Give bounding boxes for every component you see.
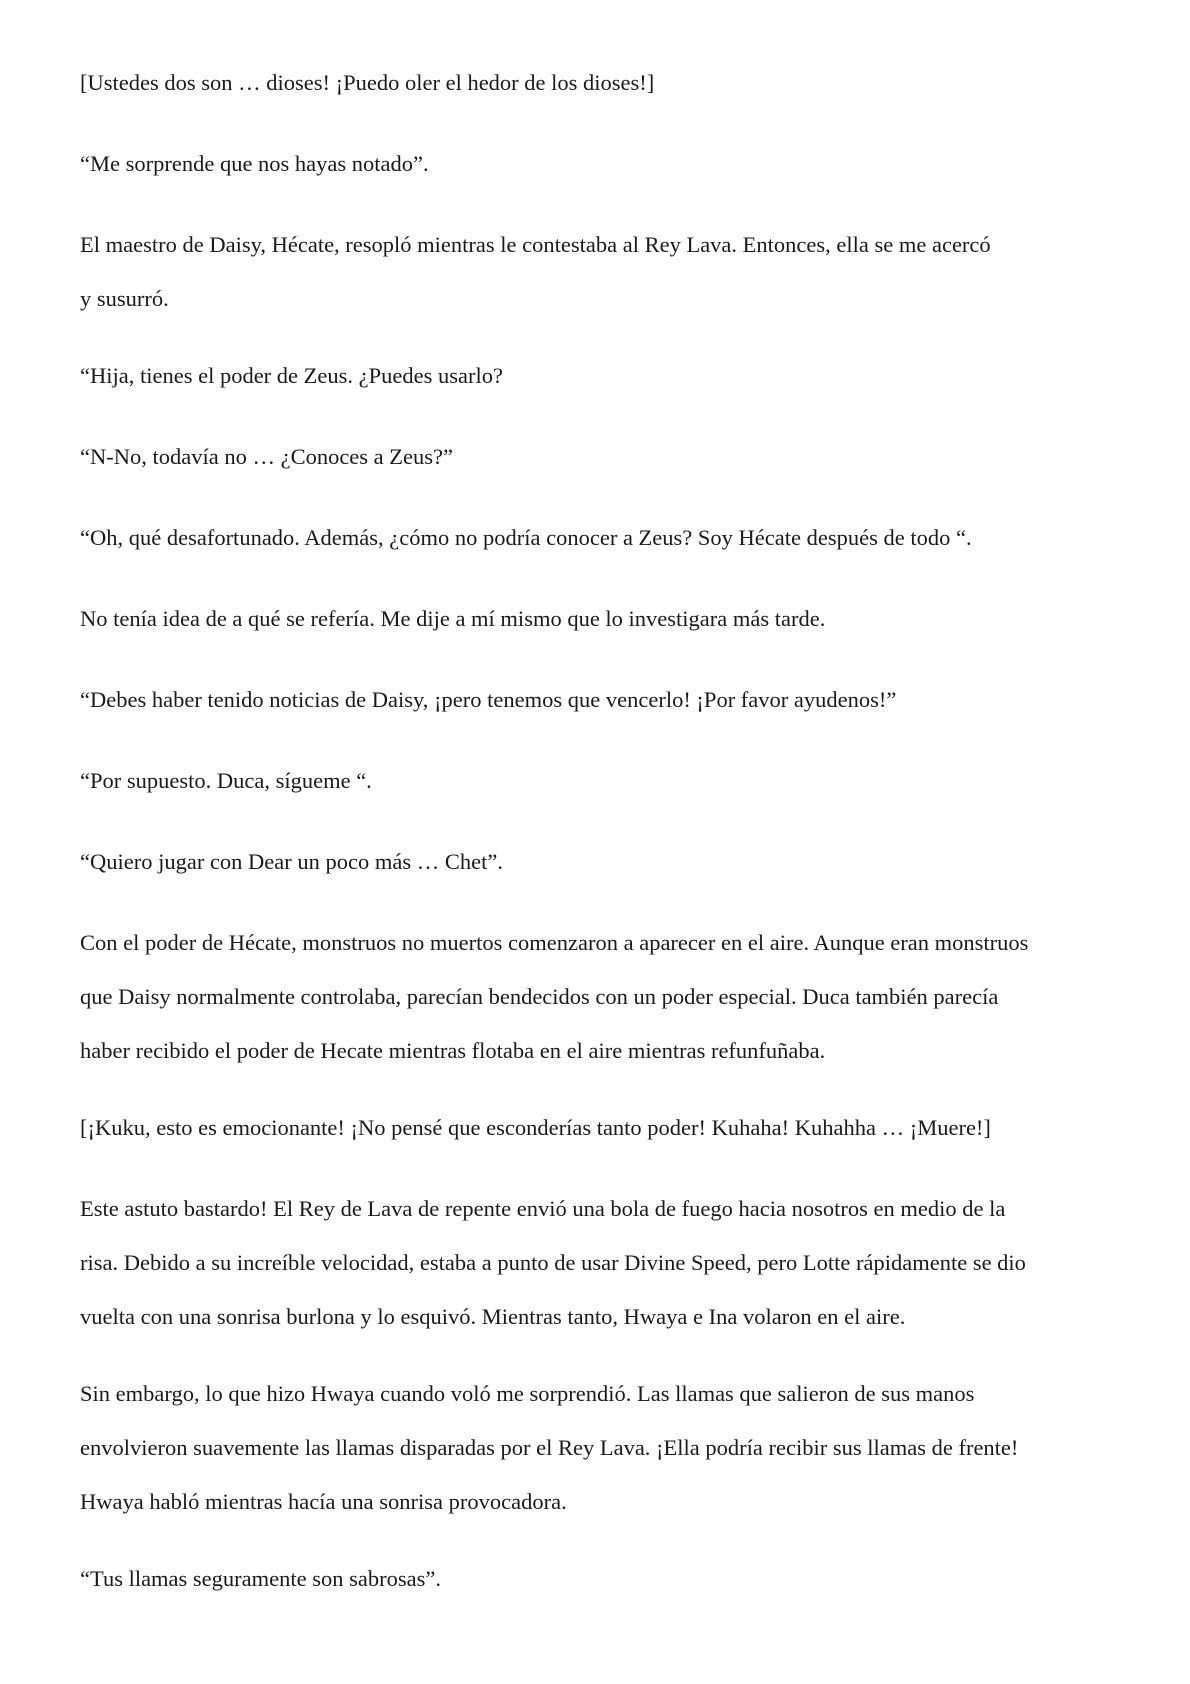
text-line: “Tus llamas seguramente son sabrosas”.	[80, 1566, 441, 1591]
text-line: haber recibido el poder de Hecate mientras flotaba en el aire mientras refunfuñaba.	[80, 1038, 826, 1063]
text-line: No tenía idea de a qué se refería. Me dije a mí mismo que lo investigara más tarde.	[80, 606, 826, 631]
text-line: Este astuto bastardo! El Rey de Lava de repente envió una bola de fuego hacia nosotros en medio de la	[80, 1196, 1006, 1221]
text-line: Sin embargo, lo que hizo Hwaya cuando voló me sorprendió. Las llamas que salieron de sus manos	[80, 1381, 975, 1406]
paragraph	[80, 1367, 1110, 1529]
paragraph	[80, 835, 1110, 889]
paragraph	[80, 56, 1110, 110]
text-line: risa. Debido a su increíble velocidad, estaba a punto de usar Divine Speed, pero Lotte rápidamente se dio	[80, 1250, 1026, 1275]
text-line: vuelta con una sonrisa burlona y lo esquivó. Mientras tanto, Hwaya e Ina volaron en el aire.	[80, 1304, 906, 1329]
paragraph	[80, 754, 1110, 808]
text-line: “Hija, tienes el poder de Zeus. ¿Puedes usarlo?	[80, 363, 503, 388]
text-line: que Daisy normalmente controlaba, parecían bendecidos con un poder especial. Duca también parecía	[80, 984, 999, 1009]
text-line: El maestro de Daisy, Hécate, resopló mientras le contestaba al Rey Lava. Entonces, ella se me acercó	[80, 232, 991, 257]
text-line: [¡Kuku, esto es emocionante! ¡No pensé que esconderías tanto poder! Kuhaha! Kuhahha … ¡Muere!]	[80, 1115, 991, 1140]
paragraph	[80, 1101, 1110, 1155]
paragraph	[80, 137, 1110, 191]
text-line: “Oh, qué desafortunado. Además, ¿cómo no podría conocer a Zeus? Soy Hécate después de todo “.	[80, 525, 972, 550]
text-line: “Por supuesto. Duca, sígueme “.	[80, 768, 372, 793]
text-line: envolvieron suavemente las llamas disparadas por el Rey Lava. ¡Ella podría recibir sus llamas de frente!	[80, 1435, 1019, 1460]
text-line: Con el poder de Hécate, monstruos no muertos comenzaron a aparecer en el aire. Aunque eran monstruos	[80, 930, 1029, 955]
paragraph	[80, 430, 1110, 484]
text-line: Hwaya habló mientras hacía una sonrisa provocadora.	[80, 1489, 567, 1514]
paragraph	[80, 1182, 1110, 1344]
paragraph	[80, 349, 1110, 403]
text-line: “Me sorprende que nos hayas notado”.	[80, 151, 429, 176]
paragraph	[80, 1552, 1110, 1606]
text-line: “N-No, todavía no … ¿Conoces a Zeus?”	[80, 444, 453, 469]
text-line: y susurró.	[80, 286, 169, 311]
paragraph	[80, 511, 1110, 565]
paragraph	[80, 916, 1110, 1078]
paragraph	[80, 218, 1110, 326]
paragraph	[80, 673, 1110, 727]
text-line: [Ustedes dos son … dioses! ¡Puedo oler el hedor de los dioses!]	[80, 70, 655, 95]
text-line: “Debes haber tenido noticias de Daisy, ¡pero tenemos que vencerlo! ¡Por favor ayudenos!”	[80, 687, 897, 712]
text-line: “Quiero jugar con Dear un poco más … Chet”.	[80, 849, 503, 874]
paragraph	[80, 592, 1110, 646]
